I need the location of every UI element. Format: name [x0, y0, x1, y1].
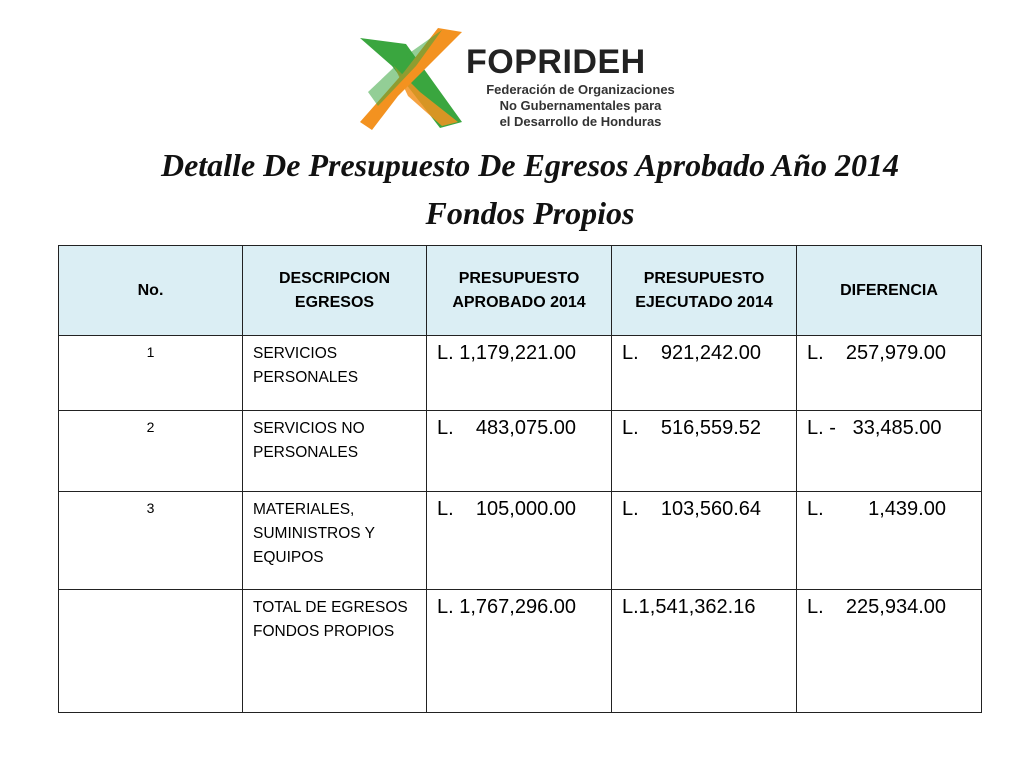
cell-diferencia: L. 1,439.00: [797, 492, 982, 590]
x-mark-icon: [358, 26, 468, 134]
budget-table: [58, 245, 982, 713]
header-aprobado: PRESUPUESTO APROBADO 2014: [427, 246, 612, 336]
cell-ejecutado: L.1,541,362.16: [612, 590, 797, 713]
cell-aprobado: L. 105,000.00: [427, 492, 612, 590]
cell-ejecutado: L. 516,559.52: [612, 411, 797, 492]
table-row: [59, 492, 982, 590]
cell-descripcion: SERVICIOS PERSONALES: [243, 336, 427, 411]
logo-subtitle-line: No Gubernamentales para: [499, 98, 662, 113]
cell-aprobado: L. 1,179,221.00: [427, 336, 612, 411]
cell-ejecutado: L. 921,242.00: [612, 336, 797, 411]
page-title: [100, 141, 960, 237]
table-row: [59, 336, 982, 411]
cell-no: 3: [59, 492, 243, 590]
foprideh-logo: [358, 26, 688, 134]
cell-aprobado: L. 483,075.00: [427, 411, 612, 492]
logo-subtitle-line: Federación de Organizaciones: [486, 82, 675, 97]
logo-subtitle: [478, 82, 683, 130]
header-diferencia: DIFERENCIA: [797, 246, 982, 336]
table-header-row: [59, 246, 982, 336]
logo-subtitle-line: el Desarrollo de Honduras: [499, 114, 662, 129]
header-descripcion: DESCRIPCION EGRESOS: [243, 246, 427, 336]
logo-name: FOPRIDEH: [466, 43, 646, 81]
cell-aprobado: L. 1,767,296.00: [427, 590, 612, 713]
cell-descripcion: SERVICIOS NO PERSONALES: [243, 411, 427, 492]
cell-no: [59, 590, 243, 713]
cell-diferencia: L. 225,934.00: [797, 590, 982, 713]
title-line-1: Detalle De Presupuesto De Egresos Aprobado Año 2014: [160, 147, 900, 183]
header-ejecutado: PRESUPUESTO EJECUTADO 2014: [612, 246, 797, 336]
table-row-total: [59, 590, 982, 713]
cell-descripcion: TOTAL DE EGRESOS FONDOS PROPIOS: [243, 590, 427, 713]
cell-diferencia: L. - 33,485.00: [797, 411, 982, 492]
title-line-2: Fondos Propios: [425, 195, 635, 231]
header-no: No.: [59, 246, 243, 336]
cell-diferencia: L. 257,979.00: [797, 336, 982, 411]
cell-no: 1: [59, 336, 243, 411]
cell-ejecutado: L. 103,560.64: [612, 492, 797, 590]
table-row: [59, 411, 982, 492]
cell-no: 2: [59, 411, 243, 492]
cell-descripcion: MATERIALES, SUMINISTROS Y EQUIPOS: [243, 492, 427, 590]
